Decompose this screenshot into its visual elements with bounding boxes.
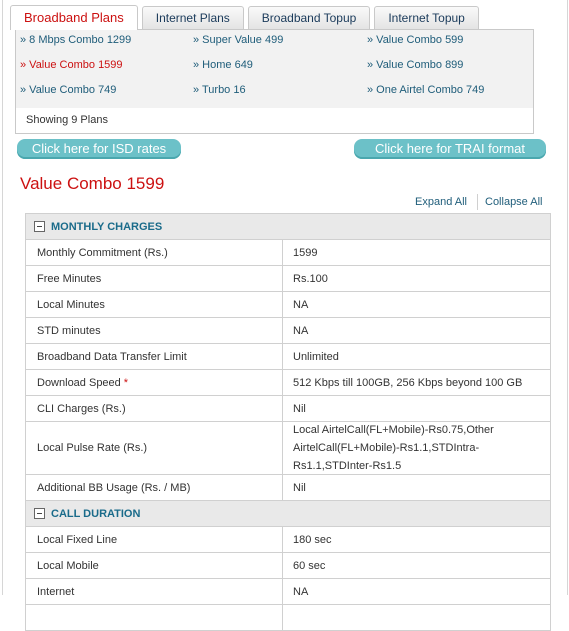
section-title: CALL DURATION <box>51 507 141 520</box>
row-value: NA <box>293 585 309 598</box>
page-title: Value Combo 1599 <box>20 174 165 193</box>
row-label: Monthly Commitment (Rs.) <box>26 240 283 265</box>
row-label: Download Speed <box>37 376 121 389</box>
row-value: Local AirtelCall(FL+Mobile)-Rs0.75,Other AirtelCall(FL+Mobile)-Rs1.1,STDIntra-Rs1.1,STDInter-Rs1.5 <box>293 424 494 472</box>
tab-internet-topup[interactable]: Internet Topup <box>374 6 479 29</box>
trai-format-button[interactable]: Click here for TRAI format <box>354 139 546 159</box>
expand-all-link[interactable]: Expand All <box>415 196 467 208</box>
row-value: Unlimited <box>293 350 339 363</box>
row-label: Local Minutes <box>26 292 283 317</box>
plan-link-turbo-16[interactable]: » Turbo 16 <box>193 84 246 96</box>
table-row <box>26 395 550 421</box>
table-row <box>26 369 550 395</box>
collapse-icon[interactable] <box>34 221 45 232</box>
row-value: 180 sec <box>293 533 332 546</box>
row-value: 1599 <box>293 246 318 259</box>
row-value: NA <box>293 298 309 311</box>
table-row <box>26 291 550 317</box>
table-row <box>26 578 550 604</box>
collapse-all-link[interactable]: Collapse All <box>485 196 543 208</box>
divider <box>477 194 478 210</box>
plan-link-value-combo-599[interactable]: » Value Combo 599 <box>367 34 464 46</box>
plan-link-value-combo-749[interactable]: » Value Combo 749 <box>20 84 117 96</box>
plan-link-super-value-499[interactable]: » Super Value 499 <box>193 34 284 46</box>
table-row <box>26 265 550 291</box>
row-label: Broadband Data Transfer Limit <box>26 344 283 369</box>
plans-grid <box>16 30 533 108</box>
row-value: Nil <box>293 402 306 415</box>
row-label: STD minutes <box>26 318 283 343</box>
row-value: 512 Kbps till 100GB, 256 Kbps beyond 100 GB <box>293 376 523 389</box>
row-label: CLI Charges (Rs.) <box>26 396 283 421</box>
plans-count: Showing 9 Plans <box>26 114 108 126</box>
row-value: Rs.100 <box>293 272 328 285</box>
plans-panel <box>15 29 534 134</box>
table-row <box>26 239 550 265</box>
isd-rates-button[interactable]: Click here for ISD rates <box>17 139 181 159</box>
section-title: MONTHLY CHARGES <box>51 220 163 233</box>
row-label-with-required <box>26 370 283 395</box>
row-value: Nil <box>293 481 306 494</box>
required-marker: * <box>123 376 129 389</box>
table-row <box>26 343 550 369</box>
row-value: NA <box>293 324 309 337</box>
section-call-duration <box>26 500 550 526</box>
plan-link-home-649[interactable]: » Home 649 <box>193 59 253 71</box>
row-label-empty <box>26 605 283 630</box>
section-monthly-charges <box>26 213 550 239</box>
tab-broadband-topup[interactable]: Broadband Topup <box>248 6 371 29</box>
row-label: Internet <box>26 579 283 604</box>
collapse-icon[interactable] <box>34 508 45 519</box>
table-row <box>26 474 550 500</box>
plan-details-table <box>25 213 551 631</box>
plan-link-value-combo-899[interactable]: » Value Combo 899 <box>367 59 464 71</box>
row-value: 60 sec <box>293 559 326 572</box>
plan-link-one-airtel-combo-749[interactable]: » One Airtel Combo 749 <box>367 84 485 96</box>
row-label: Free Minutes <box>26 266 283 291</box>
row-label: Local Pulse Rate (Rs.) <box>26 422 283 474</box>
row-label: Additional BB Usage (Rs. / MB) <box>26 475 283 500</box>
row-value-empty <box>283 605 550 630</box>
table-row <box>26 552 550 578</box>
row-label: Local Mobile <box>26 553 283 578</box>
plan-link-8-mbps-combo-1299[interactable]: » 8 Mbps Combo 1299 <box>20 34 132 46</box>
table-row <box>26 604 550 630</box>
table-row <box>26 317 550 343</box>
plan-link-value-combo-1599[interactable]: » Value Combo 1599 <box>20 59 123 71</box>
plan-tabs <box>10 6 483 30</box>
table-row <box>26 526 550 552</box>
row-label: Local Fixed Line <box>26 527 283 552</box>
tab-internet-plans[interactable]: Internet Plans <box>142 6 244 29</box>
tab-broadband-plans[interactable]: Broadband Plans <box>10 5 138 30</box>
table-row <box>26 421 550 474</box>
